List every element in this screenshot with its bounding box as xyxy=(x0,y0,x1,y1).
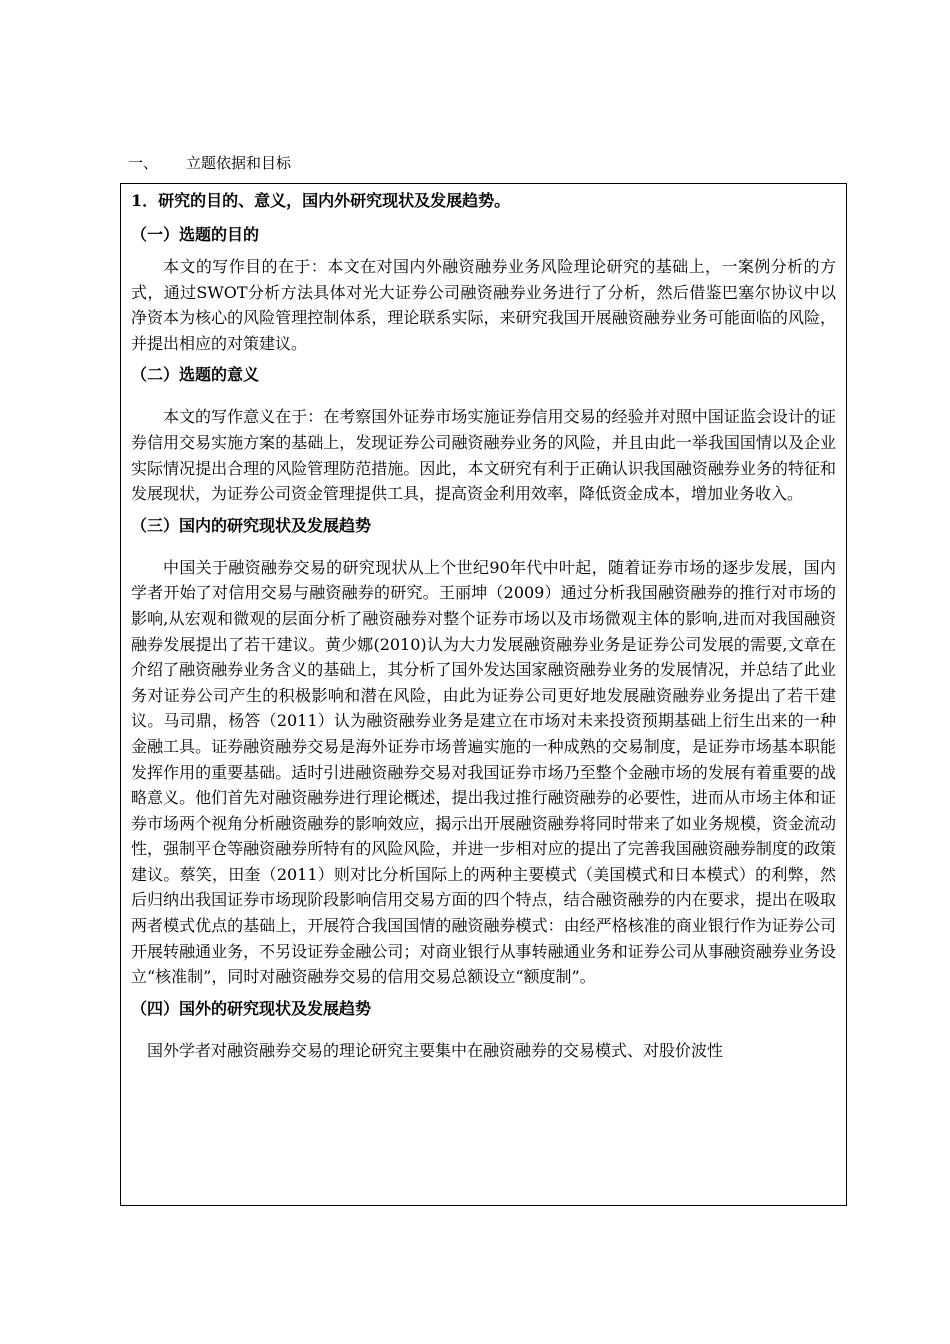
subheading-significance: （二）选题的意义 xyxy=(131,365,260,385)
research-heading: 1．研究的目的、意义，国内外研究现状及发展趋势。 xyxy=(131,191,511,210)
paragraph-purpose: 本文的写作目的在于：本文在对国内外融资融券业务风险理论研究的基础上，一案例分析的方式，通过SWOT分析方法具体对光大证券公司融资融券业务进行了分析，然后借鉴巴塞尔协议中以净资本为核心的风险管理控制体系，理论联系实际，来研究我国开展融资融券业务可能面临的风险，并提出相应的对策建议。 xyxy=(131,257,836,353)
paragraph-domestic-research: 中国关于融资融券交易的研究现状从上个世纪90年代中叶起，随着证券市场的逐步发展，国内学者开始了对信用交易与融资融券的研究。王丽坤（2009）通过分析我国融资融券的推行对市场的影响,从宏观和微观的层面分析了融资融券对整个证券市场以及市场微观主体的影响,进而对我国融资融券发展提出了若干建议。黄少娜(2010)认为大力发展融资融券业务是证券公司发展的需要,文章在介绍了融资融券业务含义的基础上，其分析了国外发达国家融资融券业务的发展情况，并总结了此业务对证券公司产生的积极影响和潜在风险，由此为证券公司更好地发展融资融券业务提出了若干建议。马司鼎，杨答（2011）认为融资融券业务是建立在市场对未来投资预期基础上衍生出来的一种金融工具。证券融资融券交易是海外证券市场普遍实施的一种成熟的交易制度，是证券市场基本职能发挥作用的重要基础。适时引进融资融券交易对我国证券市场乃至整个金融市场的发展有着重要的战略意义。他们首先对融资融券进行理论概述，提出我过推行融资融券的必要性，进而从市场主体和证券市场两个视角分析融资融券的影响效应，揭示出开展融资融券将同时带来了如业务规模，资金流动性，强制平仓等融资融券所特有的风险风险，并进一步相对应的提出了完善我国融资融券制度的政策建议。蔡笑，田奎（2011）则对比分析国际上的两种主要模式（美国模式和日本模式）的利弊，然后归纳出我国证券市场现阶段影响信用交易方面的四个特点，结合融资融券的内在要求，提出在吸取两者模式优点的基础上，开展符合我国国情的融资融券模式：由经严格核准的商业银行作为证券公司开展转融通业务，不另设证券金融公司；对商业银行从事转融通业务和证券公司从事融资融券业务设立“核准制”，同时对融资融券交易的信用交易总额设立“额度制”。 xyxy=(131,557,836,987)
subheading-domestic-research: （三）国内的研究现状及发展趋势 xyxy=(131,515,372,535)
paragraph-foreign-research: 国外学者对融资融券交易的理论研究主要集中在融资融券的交易模式、对股价波性 xyxy=(147,1040,724,1060)
paragraph-significance: 本文的写作意义在于：在考察国外证券市场实施证券信用交易的经验并对照中国证监会设计的证券信用交易实施方案的基础上，发现证券公司融资融券业务的风险，并且由此一举我国国情以及企业实际情况提出合理的风险管理防范措施。因此，本文研究有利于正确认识我国融资融券业务的特征和发展现状，为证券公司资金管理提供工具，提高资金利用效率，降低资金成本，增加业务收入。 xyxy=(131,407,836,504)
content-table-cell xyxy=(120,183,847,1206)
section-heading xyxy=(128,152,291,173)
section-title: 立题依据和目标 xyxy=(186,154,292,172)
subheading-purpose: （一）选题的目的 xyxy=(131,225,260,244)
subheading-foreign-research: （四）国外的研究现状及发展趋势 xyxy=(131,998,372,1018)
section-number: 一、 xyxy=(128,154,159,172)
